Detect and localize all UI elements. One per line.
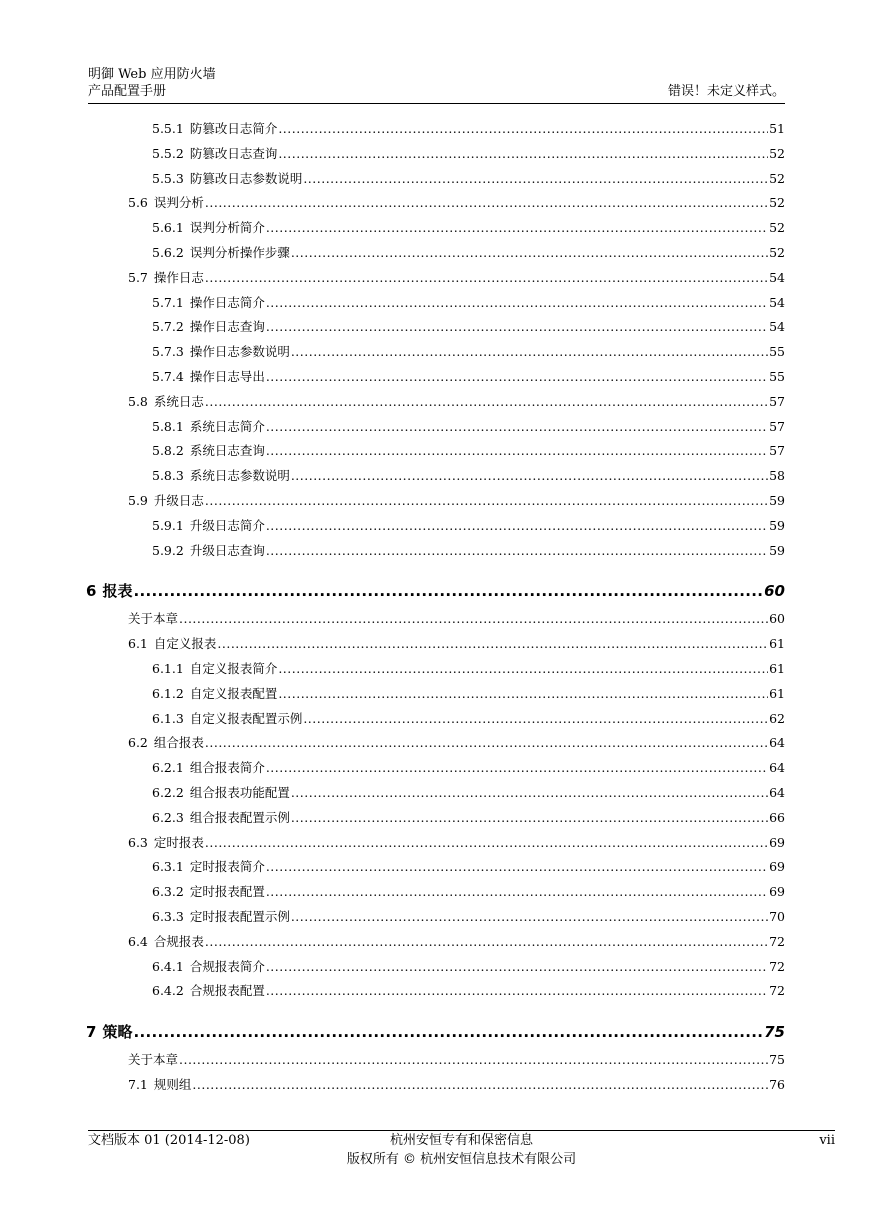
- toc-page-number: 61: [769, 636, 785, 652]
- toc-entry-title: 系统日志: [153, 393, 204, 409]
- toc-entry-title: 合规报表配置: [189, 983, 265, 999]
- toc-entry-title: 升级日志简介: [189, 517, 265, 533]
- toc-entry-title: 关于本章: [128, 611, 179, 627]
- toc-dot-leader: [266, 518, 768, 534]
- toc-entry-number: 7: [86, 1023, 97, 1042]
- toc-entry-number: 5.9.2: [152, 542, 184, 558]
- toc-dot-leader: [266, 369, 768, 385]
- toc-dot-leader: [266, 220, 768, 236]
- toc-entry-number: 6.4.1: [152, 958, 184, 974]
- toc-dot-leader: [266, 443, 768, 459]
- toc-page-number: 61: [769, 661, 785, 676]
- toc-entry[interactable]: [152, 220, 785, 236]
- toc-entry-number: 5.8.3: [152, 468, 184, 484]
- toc-page-number: 64: [769, 785, 785, 800]
- toc-dot-leader: [266, 884, 768, 900]
- toc-chapter-entry[interactable]: [86, 1022, 785, 1042]
- toc-dot-leader: [205, 394, 768, 410]
- toc-entry-title: 防篡改日志简介: [189, 121, 278, 136]
- toc-entry-title: 定时报表配置示例: [189, 909, 290, 924]
- toc-page-number: 66: [769, 809, 785, 825]
- toc-entry[interactable]: [152, 884, 785, 900]
- toc-entry[interactable]: [152, 295, 785, 311]
- toc-entry-number: 6.3.2: [152, 884, 184, 900]
- toc-entry-number: 5.9.1: [152, 517, 184, 533]
- toc-entry-number: 5.5.3: [152, 170, 184, 186]
- toc-entry[interactable]: [128, 493, 785, 509]
- toc-page-number: 72: [769, 958, 785, 974]
- toc-page-number: 59: [769, 493, 785, 508]
- toc-page-number: 69: [769, 884, 785, 900]
- toc-dot-leader: [291, 785, 768, 801]
- toc-page-number: 69: [769, 834, 785, 850]
- toc-page-number: 57: [769, 443, 785, 459]
- toc-dot-leader: [291, 909, 768, 925]
- toc-entry[interactable]: [152, 760, 785, 776]
- toc-entry[interactable]: [152, 319, 785, 335]
- toc-entry-title: 系统日志查询: [189, 443, 265, 459]
- toc-entry-title: 操作日志参数说明: [189, 344, 290, 360]
- header-divider: [88, 103, 785, 104]
- toc-entry-title: 误判分析简介: [189, 220, 265, 236]
- toc-dot-leader: [205, 934, 768, 950]
- toc-entry[interactable]: [152, 711, 785, 727]
- toc-page-number: 64: [769, 760, 785, 776]
- toc-dot-leader: [266, 859, 768, 875]
- toc-page-number: 72: [769, 983, 785, 999]
- toc-entry[interactable]: [152, 661, 785, 677]
- toc-dot-leader: [278, 686, 768, 702]
- toc-dot-leader: [278, 121, 768, 137]
- toc-page-number: 52: [769, 170, 785, 186]
- toc-dot-leader: [291, 245, 768, 261]
- toc-entry-title: 组合报表配置示例: [189, 809, 290, 825]
- toc-page-number: 54: [769, 294, 785, 310]
- footer-divider: [88, 1130, 835, 1131]
- toc-page-number: 75: [764, 1023, 785, 1042]
- manual-title: 产品配置手册: [88, 84, 167, 99]
- toc-entry[interactable]: [152, 369, 785, 385]
- toc-dot-leader: [291, 810, 768, 826]
- toc-page-number: 72: [769, 933, 785, 949]
- toc-entry-number: 5.8.1: [152, 418, 184, 434]
- toc-entry[interactable]: [128, 1052, 785, 1068]
- toc-entry-title: 系统日志参数说明: [189, 468, 290, 484]
- toc-entry[interactable]: [152, 146, 785, 162]
- toc-page-number: 52: [769, 245, 785, 260]
- toc-entry[interactable]: [128, 270, 785, 286]
- toc-entry[interactable]: [152, 810, 785, 826]
- toc-entry[interactable]: [152, 959, 785, 975]
- toc-entry-title: 误判分析: [153, 195, 204, 211]
- toc-chapter-entry[interactable]: [86, 581, 785, 601]
- toc-page-number: 52: [769, 195, 785, 211]
- copyright-notice: 版权所有 © 杭州安恒信息技术有限公司: [346, 1152, 577, 1167]
- toc-entry[interactable]: [152, 443, 785, 459]
- toc-entry-number: 6.2.1: [152, 760, 184, 776]
- toc-entry[interactable]: [128, 611, 785, 627]
- toc-entry[interactable]: [128, 934, 785, 950]
- toc-entry[interactable]: [128, 636, 785, 652]
- toc-page-number: 62: [769, 710, 785, 726]
- toc-dot-leader: [278, 661, 768, 677]
- toc-entry-title: 系统日志简介: [189, 418, 265, 434]
- toc-entry-title: 定时报表: [153, 834, 204, 850]
- toc-page-number: 70: [769, 909, 785, 924]
- toc-page-number: 57: [769, 393, 785, 409]
- toc-entry[interactable]: [152, 785, 785, 801]
- toc-page-number: 58: [769, 468, 785, 484]
- toc-entry[interactable]: [152, 909, 785, 925]
- toc-entry-number: 5.9: [128, 493, 148, 508]
- toc-entry-title: 升级日志: [153, 493, 204, 508]
- toc-dot-leader: [205, 493, 768, 509]
- toc-page-number: 69: [769, 859, 785, 875]
- toc-entry-title: 自定义报表配置示例: [189, 710, 303, 726]
- toc-dot-leader: [179, 611, 768, 627]
- toc-entry-number: 6.1.1: [152, 661, 184, 676]
- product-name: 明御 Web 应用防火墙: [88, 67, 216, 82]
- toc-page-number: 54: [769, 269, 785, 285]
- toc-dot-leader: [205, 835, 768, 851]
- toc-page-number: 64: [769, 735, 785, 751]
- toc-entry[interactable]: [152, 983, 785, 999]
- toc-entry-number: 6.4: [128, 933, 148, 949]
- toc-entry-number: 5.5.2: [152, 145, 184, 161]
- toc-entry-title: 自定义报表: [153, 636, 217, 652]
- toc-entry-title: 操作日志查询: [189, 319, 265, 335]
- toc-dot-leader: [133, 581, 763, 601]
- toc-entry[interactable]: [152, 859, 785, 875]
- toc-page-number: 52: [769, 220, 785, 236]
- toc-entry-number: 5.6.1: [152, 220, 184, 236]
- toc-page-number: 75: [769, 1052, 785, 1068]
- toc-dot-leader: [266, 983, 768, 999]
- toc-entry-title: 误判分析操作步骤: [189, 245, 290, 260]
- toc-page-number: 51: [769, 121, 785, 136]
- toc-dot-leader: [291, 468, 768, 484]
- toc-dot-leader: [266, 543, 768, 559]
- toc-entry-title: 组合报表简介: [189, 760, 265, 776]
- toc-page-number: 60: [764, 582, 785, 601]
- toc-entry-number: 6.2.2: [152, 785, 184, 800]
- toc-entry-title: 防篡改日志参数说明: [189, 170, 303, 186]
- toc-dot-leader: [278, 146, 768, 162]
- toc-entry-number: 5.7: [128, 269, 148, 285]
- toc-entry-number: 6.3: [128, 834, 148, 850]
- page-number: vii: [819, 1133, 835, 1148]
- toc-dot-leader: [266, 959, 768, 975]
- toc-entry[interactable]: [128, 394, 785, 410]
- toc-entry[interactable]: [152, 468, 785, 484]
- toc-entry-title: 报表: [102, 582, 133, 601]
- toc-entry[interactable]: [152, 171, 785, 187]
- toc-dot-leader: [179, 1052, 768, 1068]
- toc-entry-title: 合规报表: [153, 933, 204, 949]
- toc-entry-number: 6.1.3: [152, 710, 184, 726]
- toc-page-number: 55: [769, 369, 785, 384]
- toc-entry-title: 合规报表简介: [189, 958, 265, 974]
- toc-entry-number: 6.4.2: [152, 983, 184, 999]
- toc-page-number: 59: [769, 542, 785, 558]
- toc-dot-leader: [205, 195, 768, 211]
- toc-dot-leader: [291, 344, 768, 360]
- toc-entry[interactable]: [152, 344, 785, 360]
- toc-entry-title: 规则组: [153, 1077, 192, 1092]
- toc-entry[interactable]: [152, 686, 785, 702]
- toc-entry-number: 5.8: [128, 393, 148, 409]
- toc-entry-title: 操作日志导出: [189, 369, 265, 384]
- toc-entry[interactable]: [128, 195, 785, 211]
- toc-page-number: 54: [769, 319, 785, 335]
- toc-entry[interactable]: [152, 518, 785, 534]
- toc-dot-leader: [217, 636, 768, 652]
- toc-entry-number: 6: [86, 582, 97, 601]
- toc-page-number: 52: [769, 145, 785, 161]
- toc-entry-number: 5.7.3: [152, 344, 184, 360]
- confidential-notice: 杭州安恒专有和保密信息: [389, 1133, 533, 1148]
- toc-entry[interactable]: [128, 835, 785, 851]
- toc-entry[interactable]: [152, 419, 785, 435]
- toc-entry-title: 自定义报表配置: [189, 685, 278, 701]
- toc-dot-leader: [266, 419, 768, 435]
- toc-entry-number: 5.7.4: [152, 369, 184, 384]
- toc-entry-number: 5.5.1: [152, 121, 184, 136]
- toc-entry-number: 5.7.2: [152, 319, 184, 335]
- toc-entry-number: 5.7.1: [152, 294, 184, 310]
- toc-entry-number: 7.1: [128, 1077, 148, 1092]
- toc-entry-title: 防篡改日志查询: [189, 145, 278, 161]
- toc-dot-leader: [303, 711, 768, 727]
- toc-entry-title: 定时报表配置: [189, 884, 265, 900]
- toc-entry-title: 自定义报表简介: [189, 661, 278, 676]
- toc-entry-title: 组合报表: [153, 735, 204, 751]
- toc-entry-number: 5.6: [128, 195, 148, 211]
- toc-dot-leader: [205, 735, 768, 751]
- toc-entry[interactable]: [152, 121, 785, 137]
- toc-entry-number: 5.8.2: [152, 443, 184, 459]
- page-header: [88, 66, 785, 100]
- toc-entry-title: 组合报表功能配置: [189, 785, 290, 800]
- toc-dot-leader: [266, 295, 768, 311]
- toc-page-number: 57: [769, 418, 785, 434]
- toc-entry[interactable]: [128, 735, 785, 751]
- toc-entry-title: 操作日志: [153, 269, 204, 285]
- toc-dot-leader: [205, 270, 768, 286]
- toc-entry-title: 关于本章: [128, 1052, 179, 1068]
- toc-dot-leader: [192, 1077, 768, 1093]
- chapter-style-error: 错误！未定义样式。: [667, 84, 785, 99]
- toc-entry[interactable]: [128, 1077, 785, 1093]
- toc-entry-number: 6.3.3: [152, 909, 184, 924]
- toc-entry-title: 升级日志查询: [189, 542, 265, 558]
- toc-entry[interactable]: [152, 245, 785, 261]
- toc-entry-title: 策略: [102, 1023, 133, 1042]
- toc-entry-number: 6.1: [128, 636, 148, 652]
- document-version: 文档版本 01 (2014-12-08): [88, 1133, 250, 1148]
- toc-dot-leader: [266, 319, 768, 335]
- toc-entry-number: 6.3.1: [152, 859, 184, 875]
- toc-entry-title: 定时报表简介: [189, 859, 265, 875]
- toc-page-number: 76: [769, 1077, 785, 1092]
- toc-dot-leader: [133, 1022, 763, 1042]
- toc-entry-number: 6.2: [128, 735, 148, 751]
- toc-entry-number: 5.6.2: [152, 245, 184, 260]
- toc-entry-number: 6.2.3: [152, 809, 184, 825]
- toc-entry[interactable]: [152, 543, 785, 559]
- toc-page-number: 59: [769, 517, 785, 533]
- toc-entry-number: 6.1.2: [152, 685, 184, 701]
- toc-dot-leader: [303, 171, 768, 187]
- toc-entry-title: 操作日志简介: [189, 294, 265, 310]
- toc-page-number: 55: [769, 344, 785, 360]
- toc-page-number: 60: [769, 611, 785, 627]
- toc-dot-leader: [266, 760, 768, 776]
- toc-page-number: 61: [769, 685, 785, 701]
